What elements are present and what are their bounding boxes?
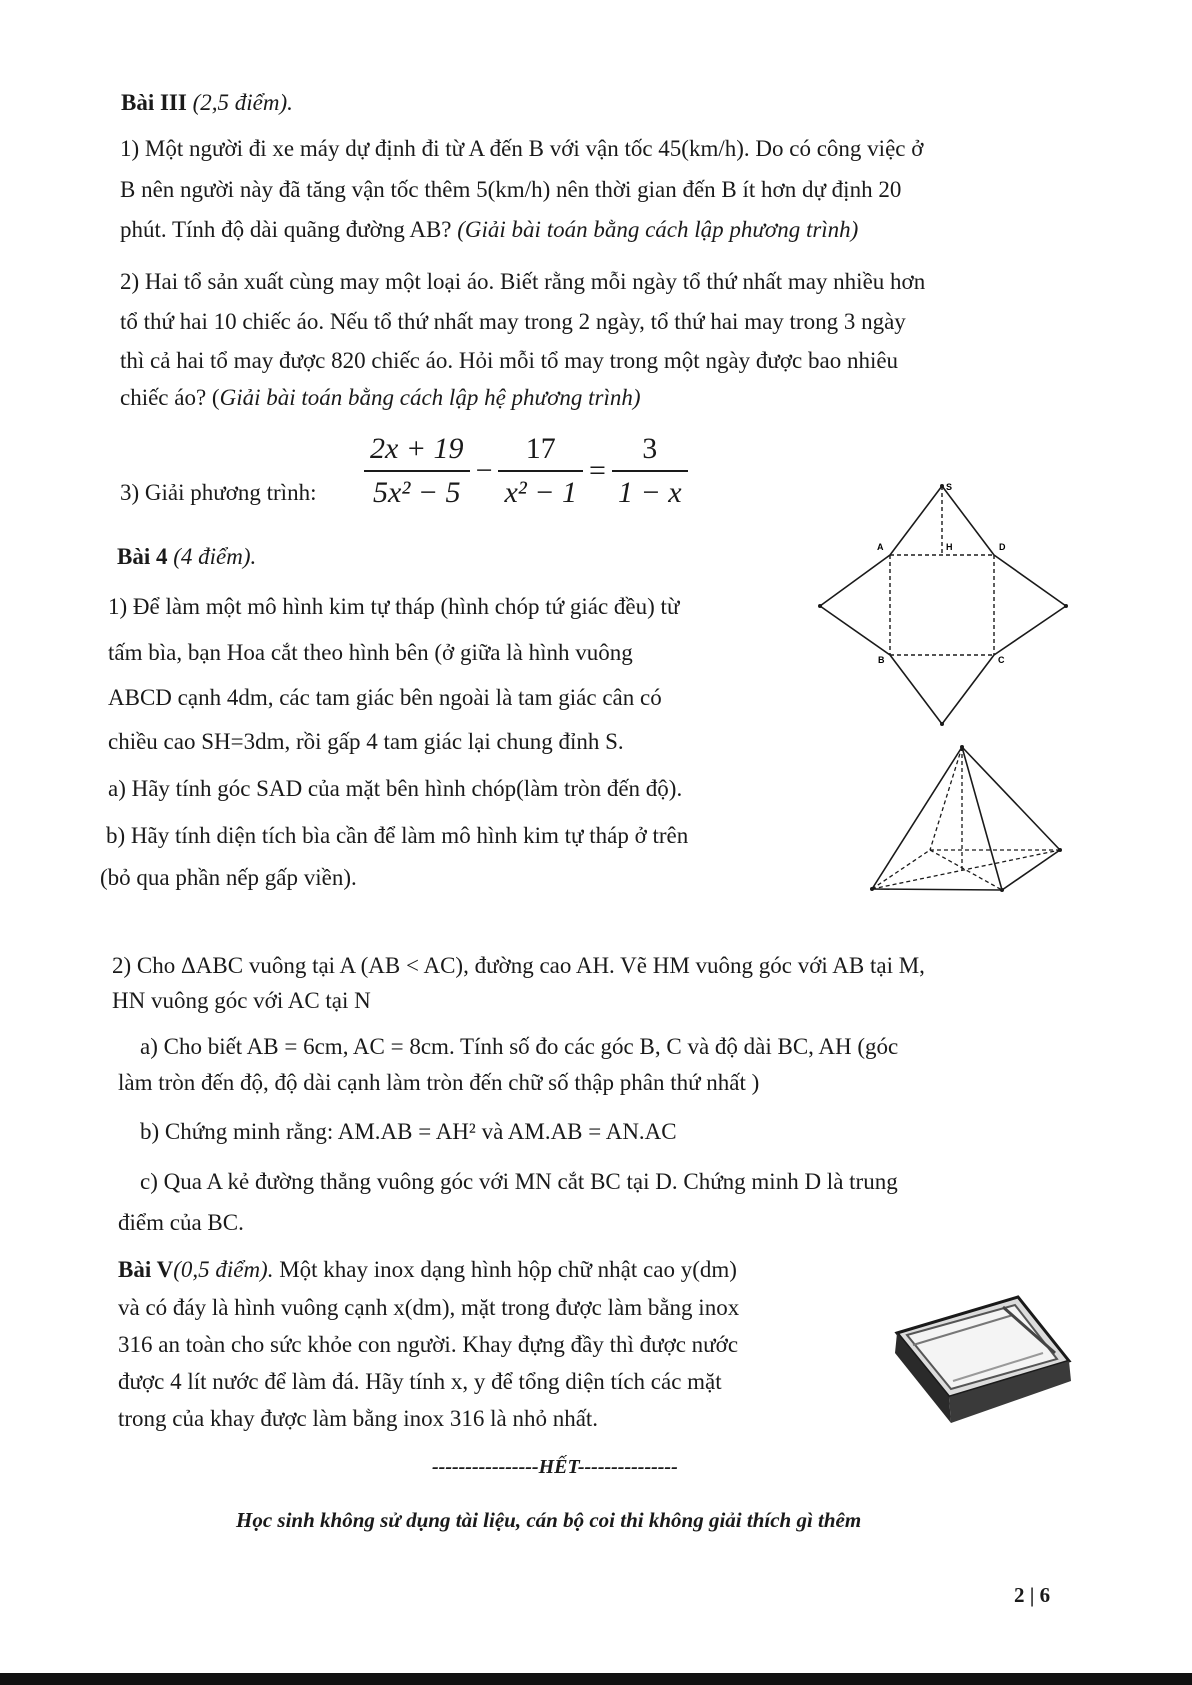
q3-label: 3) Giải phương trình: (120, 480, 317, 505)
section-4-heading (117, 542, 256, 572)
q1-line-1: 1) Một người đi xe máy dự định đi từ A đến B với vận tốc 45(km/h). Do có công việc ở (120, 136, 924, 161)
bai5-line-3: 316 an toàn cho sức khỏe con người. Khay đựng đầy thì được nước (118, 1332, 739, 1357)
pyramid-3d-figure (862, 742, 1072, 902)
section-3-title: Bài III (121, 90, 187, 115)
bai5-line-2: và có đáy là hình vuông cạnh x(dm), mặt trong được làm bằng inox (118, 1295, 740, 1320)
pyramid-hidden-edge (930, 747, 962, 850)
p1b-line-1: b) Hãy tính diện tích bìa cần để làm mô hình kim tự tháp ở trên (106, 823, 689, 848)
fraction-3-denominator: 1 − x (617, 476, 682, 509)
bai5-line-4: được 4 lít nước để làm đá. Hãy tính x, y để tổng diện tích các mặt (118, 1369, 722, 1394)
p2a-line-2: làm tròn đến độ, độ dài cạnh làm tròn đến chữ số thập phân thứ nhất ) (118, 1070, 760, 1095)
net-edge (820, 606, 890, 655)
bai5-line-5: trong của khay được làm bằng inox 316 là nhỏ nhất. (118, 1406, 599, 1431)
end-marker: ----------------HẾT--------------- (432, 1456, 678, 1478)
bai5-line-1 (118, 1255, 737, 1285)
fraction-3-numerator: 3 (612, 432, 688, 472)
p1-line-2: tấm bìa, bạn Hoa cắt theo hình bên (ở giữa là hình vuông (108, 640, 633, 665)
p1b-line-2: (bỏ qua phần nếp gấp viền). (100, 865, 357, 890)
exam-note: Học sinh không sử dụng tài liệu, cán bộ coi thi không giải thích gì thêm (236, 1508, 862, 1532)
page-number: 2 | 6 (1014, 1583, 1051, 1607)
q1-line-3 (120, 215, 858, 245)
fraction-3 (612, 432, 688, 510)
p2c-line-1: c) Qua A kẻ đường thẳng vuông góc với MN cắt BC tại D. Chứng minh D là trung (140, 1169, 898, 1194)
section-5-points: (0,5 điểm). (173, 1257, 274, 1282)
net-edge (820, 555, 890, 606)
net-edge (890, 655, 942, 724)
inox-tray-image (893, 1293, 1073, 1433)
label-s: S (946, 482, 953, 492)
q1-line-2: B nên người này đã tăng vận tốc thêm 5(km/h) nên thời gian đến B ít hơn dự định 20 (120, 177, 902, 202)
pyramid-diagonal (930, 850, 1002, 890)
pyramid-base-edge (872, 889, 1002, 890)
section-3-points: (2,5 điểm). (192, 90, 293, 115)
label-h: H (946, 542, 953, 552)
q2-line-2: tổ thứ hai 10 chiếc áo. Nếu tổ thứ nhất may trong 2 ngày, tổ thứ hai may trong 3 ngày (120, 309, 906, 334)
p2a-line-1: a) Cho biết AB = 6cm, AC = 8cm. Tính số đo các góc B, C và độ dài BC, AH (góc (140, 1034, 899, 1059)
section-4-points: (4 điểm). (173, 544, 257, 569)
label-d: D (999, 542, 1006, 552)
p2b-text: b) Chứng minh rằng: AM.AB = AH² và AM.AB = AN.AC (140, 1119, 677, 1144)
section-5-title: Bài V (118, 1257, 174, 1282)
section-3-heading (121, 88, 293, 118)
q3-equation (360, 432, 692, 510)
label-a: A (877, 542, 884, 552)
q2-line-4 (120, 383, 641, 413)
fraction-1-numerator: 2x + 19 (364, 432, 470, 472)
fraction-2 (498, 432, 583, 510)
fraction-1-denominator: 5x² − 5 (373, 476, 461, 509)
q2-line-3: thì cả hai tổ may được 820 chiếc áo. Hỏi mỗi tổ may trong một ngày được bao nhiêu (120, 348, 899, 373)
section-4-title: Bài 4 (117, 544, 168, 569)
label-c: C (998, 655, 1005, 665)
net-edge (942, 655, 994, 724)
p2c-line-2: điểm của BC. (118, 1210, 244, 1235)
p1-line-4: chiều cao SH=3dm, rồi gấp 4 tam giác lại chung đỉnh S. (108, 729, 624, 754)
net-edge (994, 606, 1066, 655)
bai5-line-1-text: Một khay inox dạng hình hộp chữ nhật cao y(dm) (273, 1257, 737, 1282)
equals-sign: = (589, 454, 606, 487)
q2-line-4-text: chiếc áo? ( (120, 385, 220, 410)
net-edge (890, 486, 942, 555)
p1a-text: a) Hãy tính góc SAD của mặt bên hình chóp(làm tròn đến độ). (108, 776, 683, 801)
p2-line-2: HN vuông góc với AC tại N (112, 988, 371, 1013)
p1-line-1: 1) Để làm một mô hình kim tự tháp (hình chóp tứ giác đều) từ (108, 594, 680, 619)
net-edge (994, 555, 1066, 606)
q2-hint: Giải bài toán bằng cách lập hệ phương trình) (219, 385, 641, 410)
label-b: B (878, 655, 885, 665)
pyramid-edge (872, 747, 962, 889)
q2-line-1: 2) Hai tổ sản xuất cùng may một loại áo. Biết rằng mỗi ngày tổ thứ nhất may nhiều hơn (120, 269, 926, 294)
q1-line-3-text: phút. Tính độ dài quãng đường AB? (120, 217, 452, 242)
pyramid-net-figure (815, 478, 1075, 733)
p1-line-3: ABCD cạnh 4dm, các tam giác bên ngoài là tam giác cân có (108, 685, 662, 710)
p2-line-1: 2) Cho ΔABC vuông tại A (AB < AC), đường cao AH. Vẽ HM vuông góc với AB tại M, (112, 953, 925, 978)
minus-sign: − (475, 454, 493, 487)
fraction-2-denominator: x² − 1 (504, 476, 578, 509)
q1-hint: (Giải bài toán bằng cách lập phương trình) (457, 217, 859, 242)
scan-bottom-border (0, 1673, 1192, 1685)
fraction-2-numerator: 17 (498, 432, 583, 472)
fraction-1 (364, 432, 470, 510)
